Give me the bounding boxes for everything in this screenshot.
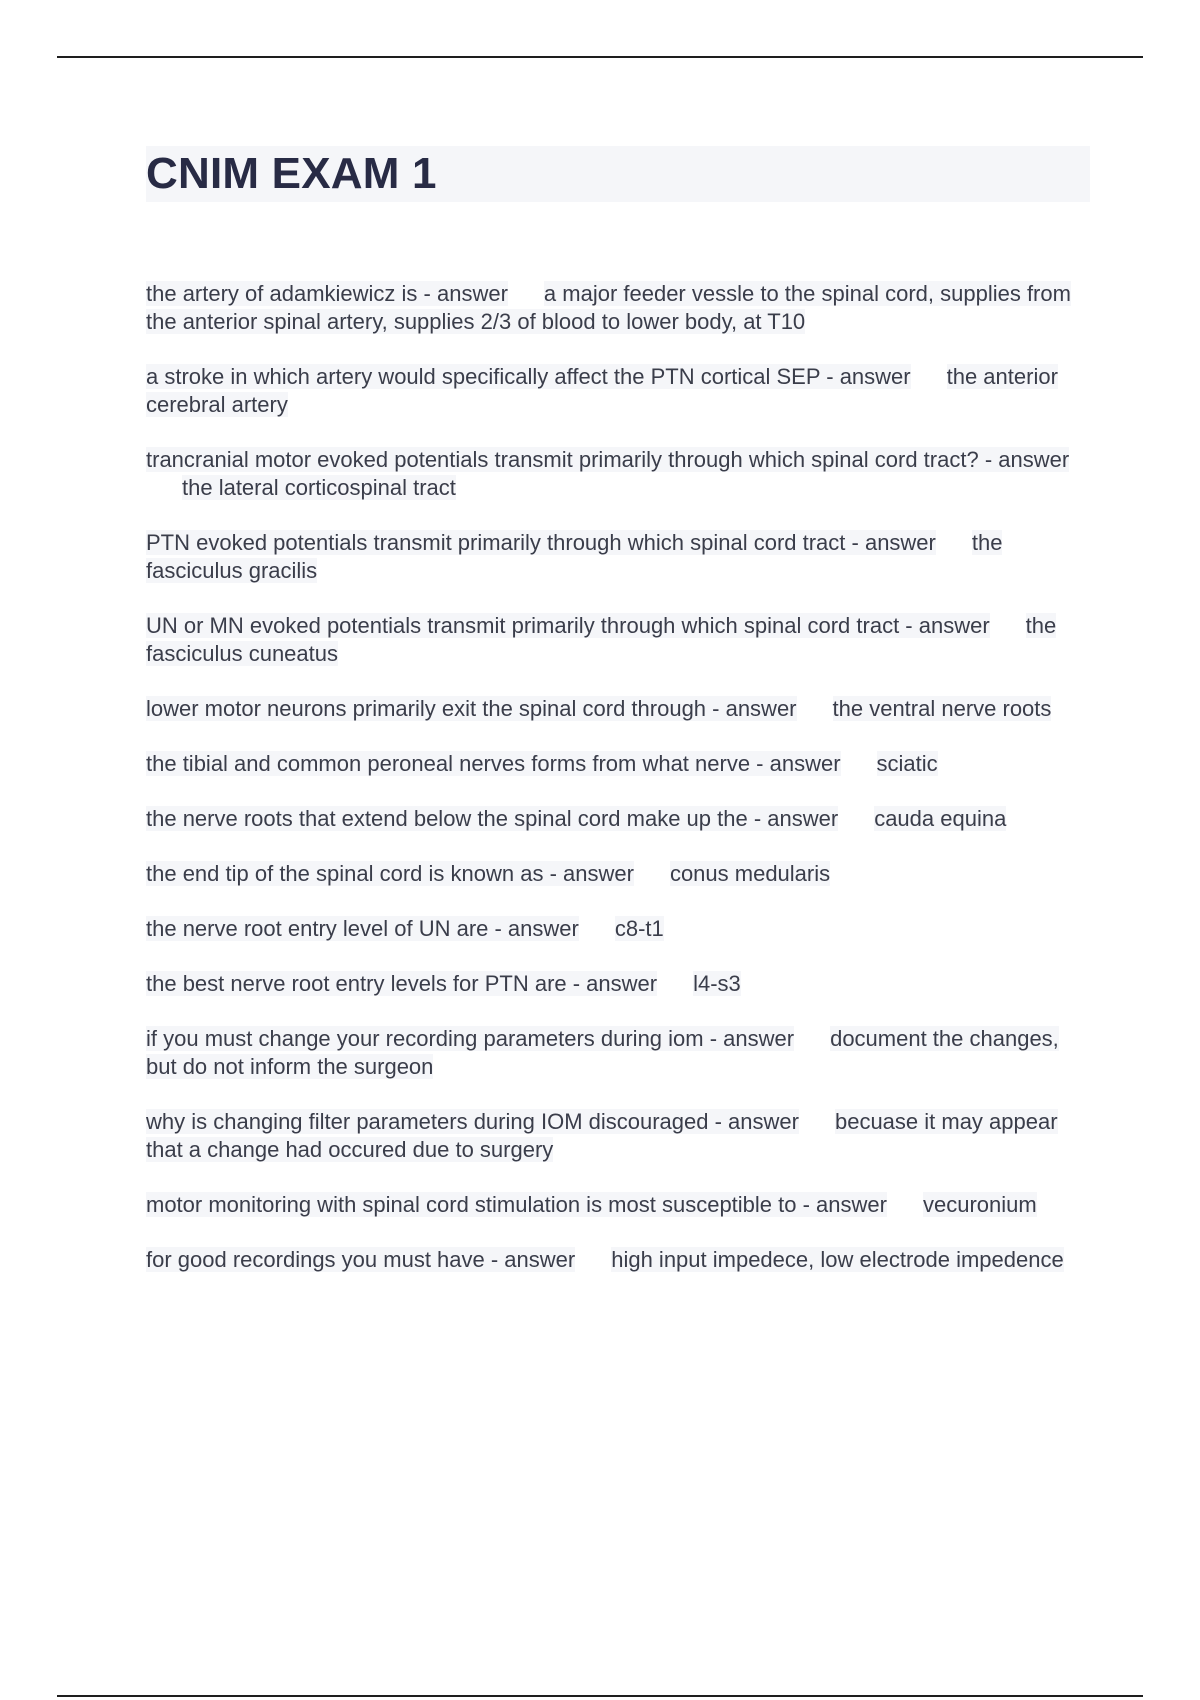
page-content bbox=[146, 146, 1090, 1301]
answer-text: l4-s3 bbox=[693, 971, 741, 996]
question-text: the tibial and common peroneal nerves forms from what nerve - answer bbox=[146, 751, 841, 776]
qa-item bbox=[146, 860, 1090, 888]
answer-text: c8-t1 bbox=[614, 916, 664, 941]
question-text: the nerve root entry level of UN are - answer bbox=[146, 916, 579, 941]
question-text: a stroke in which artery would specifically affect the PTN cortical SEP - answer bbox=[146, 364, 911, 389]
answer-text: the fasciculus gracilis bbox=[146, 530, 1003, 583]
qa-item bbox=[146, 1191, 1090, 1219]
answer-text: the ventral nerve roots bbox=[832, 696, 1052, 721]
question-text: the nerve roots that extend below the spinal cord make up the - answer bbox=[146, 806, 839, 831]
qa-item bbox=[146, 805, 1090, 833]
question-text: the best nerve root entry levels for PTN are - answer bbox=[146, 971, 658, 996]
answer-text: cauda equina bbox=[874, 806, 1007, 831]
top-rule bbox=[57, 56, 1143, 58]
question-text: the end tip of the spinal cord is known as - answer bbox=[146, 861, 634, 886]
qa-item bbox=[146, 280, 1090, 336]
question-text: if you must change your recording parameters during iom - answer bbox=[146, 1026, 795, 1051]
answer-text: document the changes, but do not inform the surgeon bbox=[146, 1026, 1059, 1079]
answer-text: the lateral corticospinal tract bbox=[182, 475, 456, 500]
question-text: lower motor neurons primarily exit the spinal cord through - answer bbox=[146, 696, 797, 721]
page-title: CNIM EXAM 1 bbox=[146, 146, 1090, 202]
answer-text: the anterior cerebral artery bbox=[146, 364, 1058, 417]
qa-item bbox=[146, 915, 1090, 943]
qa-item bbox=[146, 1025, 1090, 1081]
bottom-rule bbox=[57, 1695, 1143, 1697]
qa-item bbox=[146, 1108, 1090, 1164]
qa-item bbox=[146, 529, 1090, 585]
qa-item bbox=[146, 695, 1090, 723]
question-text: trancranial motor evoked potentials transmit primarily through which spinal cord tract? - answer bbox=[146, 447, 1070, 472]
question-text: the artery of adamkiewicz is - answer bbox=[146, 281, 508, 306]
answer-text: becuase it may appear that a change had occured due to surgery bbox=[146, 1109, 1058, 1162]
question-text: UN or MN evoked potentials transmit primarily through which spinal cord tract - answer bbox=[146, 613, 990, 638]
question-text: PTN evoked potentials transmit primarily through which spinal cord tract - answer bbox=[146, 530, 936, 555]
answer-text: high input impedece, low electrode impedence bbox=[611, 1247, 1064, 1272]
qa-item bbox=[146, 970, 1090, 998]
qa-item bbox=[146, 363, 1090, 419]
qa-item bbox=[146, 1246, 1090, 1274]
qa-item bbox=[146, 750, 1090, 778]
answer-text: sciatic bbox=[876, 751, 938, 776]
qa-list bbox=[146, 280, 1090, 1274]
question-text: for good recordings you must have - answer bbox=[146, 1247, 576, 1272]
question-text: motor monitoring with spinal cord stimulation is most susceptible to - answer bbox=[146, 1192, 887, 1217]
qa-item bbox=[146, 446, 1090, 502]
answer-text: a major feeder vessle to the spinal cord, supplies from the anterior spinal artery, supplies 2/3 of blood to lower body, at T10 bbox=[146, 281, 1071, 334]
answer-text: conus medularis bbox=[669, 861, 831, 886]
answer-text: vecuronium bbox=[922, 1192, 1037, 1217]
qa-item bbox=[146, 612, 1090, 668]
answer-text: the fasciculus cuneatus bbox=[146, 613, 1057, 666]
question-text: why is changing filter parameters during IOM discouraged - answer bbox=[146, 1109, 799, 1134]
